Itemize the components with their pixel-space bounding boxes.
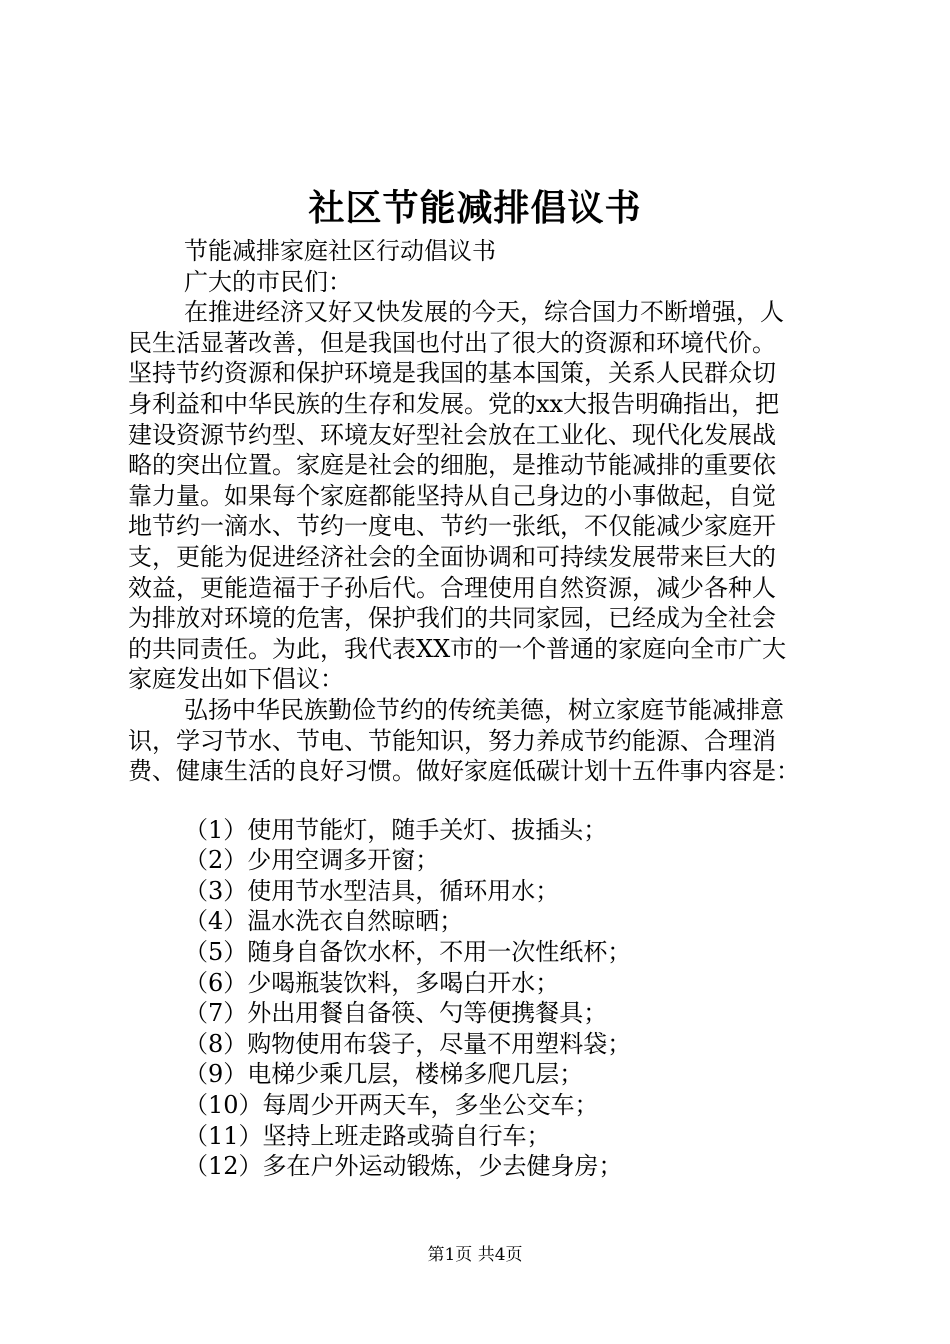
salutation: 广大的市民们： [184, 267, 352, 296]
document-subtitle: 节能减排家庭社区行动倡议书 [184, 237, 496, 265]
list-item: （11）坚持上班走路或骑自行车； [184, 1121, 551, 1150]
paragraph-2 [128, 695, 840, 787]
list-item: （3）使用节水型洁具，循环用水； [184, 876, 560, 905]
action-list [128, 815, 840, 1182]
page-footer: 第1页 共4页 [427, 1245, 523, 1265]
paragraph-line: 为排放对环境的危害，保护我们的共同家园，已经成为全社会 [128, 604, 776, 633]
list-item: （5）随身自备饮水杯，不用一次性纸杯； [184, 938, 632, 967]
paragraph-line: 建设资源节约型、环境友好型社会放在工业化、现代化发展战 [128, 420, 776, 449]
paragraph-line: 略的突出位置。家庭是社会的细胞，是推动节能减排的重要依 [128, 451, 776, 480]
paragraph-line: 身利益和中华民族的生存和发展。党的xx大报告明确指出，把 [128, 389, 780, 418]
paragraph-line: 坚持节约资源和保护环境是我国的基本国策，关系人民群众切 [128, 359, 776, 388]
list-item: （7）外出用餐自备筷、勺等便携餐具； [184, 999, 608, 1028]
list-item: （2）少用空调多开窗； [184, 846, 440, 875]
list-item: （10）每周少开两天车，多坐公交车； [184, 1091, 599, 1120]
paragraph-line: 弘扬中华民族勤俭节约的传统美德，树立家庭节能减排意 [184, 695, 784, 724]
paragraph-line: 费、健康生活的良好习惯。做好家庭低碳计划十五件事内容是： [128, 757, 800, 786]
paragraph-1 [128, 297, 840, 695]
paragraph-line: 识，学习节水、节电、节能知识，努力养成节约能源、合理消 [128, 726, 776, 755]
paragraph-line: 支，更能为促进经济社会的全面协调和可持续发展带来巨大的 [128, 542, 776, 571]
document-title: 社区节能减排倡议书 [308, 187, 642, 229]
paragraph-line: 效益，更能造福于子孙后代。合理使用自然资源，减少各种人 [128, 573, 776, 602]
paragraph-line: 地节约一滴水、节约一度电、节约一张纸，不仅能减少家庭开 [128, 512, 776, 541]
list-item: （4）温水洗衣自然晾晒； [184, 907, 464, 936]
list-item: （12）多在户外运动锻炼，少去健身房； [184, 1152, 623, 1181]
paragraph-line: 的共同责任。为此，我代表XX市的一个普通的家庭向全市广大 [128, 634, 787, 663]
list-item: （9）电梯少乘几层，楼梯多爬几层； [184, 1060, 584, 1089]
spacer [128, 787, 840, 815]
document-body [128, 236, 840, 1182]
paragraph-line: 在推进经济又好又快发展的今天，综合国力不断增强，人 [184, 298, 784, 327]
paragraph-line: 靠力量。如果每个家庭都能坚持从自己身边的小事做起，自觉 [128, 481, 776, 510]
paragraph-line: 民生活显著改善，但是我国也付出了很大的资源和环境代价。 [128, 328, 776, 357]
list-item: （8）购物使用布袋子，尽量不用塑料袋； [184, 1029, 632, 1058]
list-item: （1）使用节能灯，随手关灯、拔插头； [184, 815, 608, 844]
list-item: （6）少喝瓶装饮料，多喝白开水； [184, 968, 560, 997]
paragraph-line: 家庭发出如下倡议： [128, 665, 344, 694]
